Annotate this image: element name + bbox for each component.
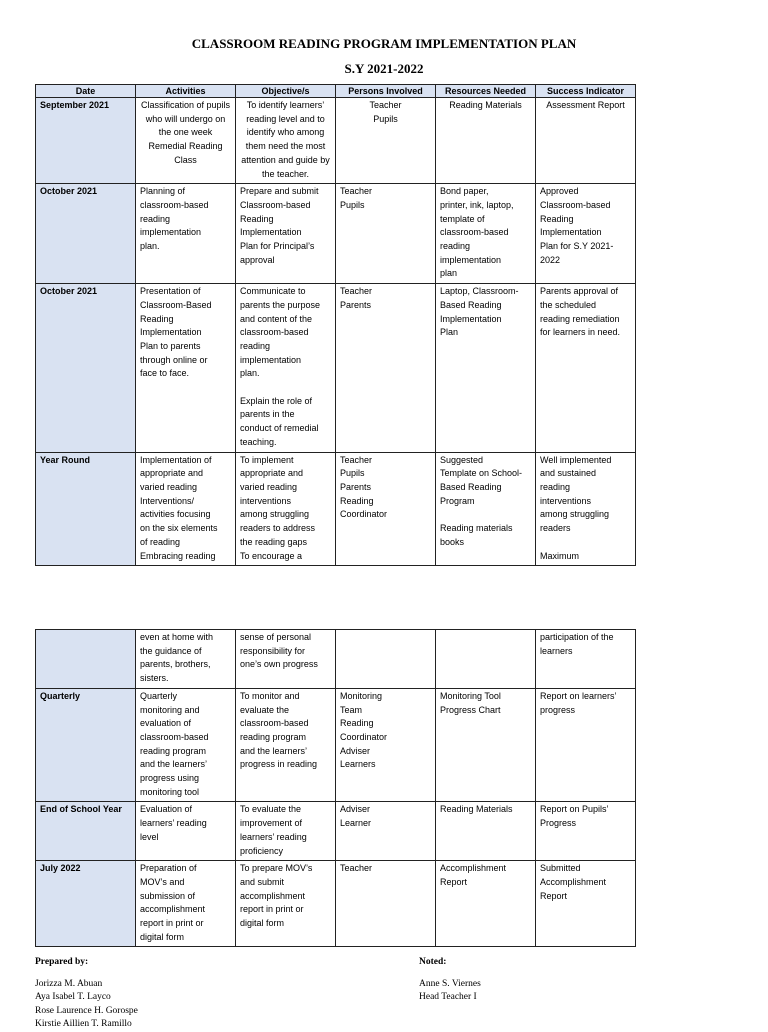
school-year-title: S.Y 2021-2022 bbox=[344, 61, 424, 76]
activities-cell: Evaluation of learners’ reading level bbox=[136, 802, 236, 861]
table-row bbox=[36, 98, 636, 184]
preparer-name: Jorizza M. Abuan bbox=[35, 978, 103, 989]
date-cell: October 2021 bbox=[36, 284, 136, 452]
activities-cell: Planning of classroom-based reading implementation plan. bbox=[136, 184, 236, 284]
preparer-name: Rose Laurence H. Gorospe bbox=[35, 1005, 138, 1016]
date-cell: Quarterly bbox=[36, 688, 136, 802]
persons-cell: Teacher Pupils bbox=[336, 184, 436, 284]
date-cell: Year Round bbox=[36, 452, 136, 566]
document-title: CLASSROOM READING PROGRAM IMPLEMENTATION PLAN bbox=[191, 36, 577, 51]
resources-cell: Reading Materials bbox=[436, 802, 536, 861]
date-cell: End of School Year bbox=[36, 802, 136, 861]
persons-cell: Teacher Parents bbox=[336, 284, 436, 452]
objectives-cell: Prepare and submit Classroom-based Reading Implementation Plan for Principal’s approval bbox=[236, 184, 336, 284]
header-success-indicator: Success Indicator bbox=[536, 85, 636, 98]
resources-cell: Accomplishment Report bbox=[436, 861, 536, 947]
preparer-name: Kirstie Aillien T. Ramillo bbox=[35, 1019, 132, 1029]
header-date: Date bbox=[36, 85, 136, 98]
noter-position: Head Teacher I bbox=[419, 992, 477, 1002]
date-cell: July 2022 bbox=[36, 861, 136, 947]
implementation-plan-table-page1 bbox=[35, 84, 636, 566]
objectives-cell: To evaluate the improvement of learners’ reading proficiency bbox=[236, 802, 336, 861]
prepared-by-label: Prepared by: bbox=[35, 957, 89, 967]
table-row bbox=[36, 452, 636, 566]
noted-block bbox=[419, 956, 481, 1005]
activities-cell: Presentation of Classroom-Based Reading Implementation Plan to parents through online or face to face. bbox=[136, 284, 236, 452]
persons-cell bbox=[336, 630, 436, 689]
indicator-cell: Well implemented and sustained reading interventions among struggling readers Maximum bbox=[536, 452, 636, 566]
header-persons-involved: Persons Involved bbox=[336, 85, 436, 98]
noted-label: Noted: bbox=[419, 957, 447, 967]
resources-cell: Monitoring Tool Progress Chart bbox=[436, 688, 536, 802]
implementation-plan-table-page2 bbox=[35, 629, 636, 947]
indicator-cell: Assessment Report bbox=[536, 98, 636, 184]
objectives-cell: To prepare MOV’s and submit accomplishment report in print or digital form bbox=[236, 861, 336, 947]
persons-cell: Teacher bbox=[336, 861, 436, 947]
objectives-cell: To implement appropriate and varied reading interventions among struggling readers to address the reading gaps To encourage a bbox=[236, 452, 336, 566]
resources-cell bbox=[436, 630, 536, 689]
resources-cell: Reading Materials bbox=[436, 98, 536, 184]
preparer-name: Aya Isabel T. Layco bbox=[35, 992, 111, 1002]
indicator-cell: Report on learners’ progress bbox=[536, 688, 636, 802]
objectives-cell: To monitor and evaluate the classroom-based reading program and the learners’ progress in reading bbox=[236, 688, 336, 802]
activities-cell: Classification of pupils who will undergo on the one week Remedial Reading Class bbox=[136, 98, 236, 184]
persons-cell: Teacher Pupils Parents Reading Coordinator bbox=[336, 452, 436, 566]
resources-cell: Bond paper, printer, ink, laptop, template of classroom-based reading implementation plan bbox=[436, 184, 536, 284]
objectives-cell: sense of personal responsibility for one’s own progress bbox=[236, 630, 336, 689]
activities-cell: Implementation of appropriate and varied reading Interventions/ activities focusing on the six elements of reading Embracing reading bbox=[136, 452, 236, 566]
date-cell bbox=[36, 630, 136, 689]
table-row bbox=[36, 861, 636, 947]
header-activities: Activities bbox=[136, 85, 236, 98]
header-objectives: Objective/s bbox=[236, 85, 336, 98]
activities-cell: even at home with the guidance of parents, brothers, sisters. bbox=[136, 630, 236, 689]
table-row bbox=[36, 284, 636, 452]
table-row bbox=[36, 688, 636, 802]
objectives-cell: Communicate to parents the purpose and content of the classroom-based reading implementation plan. Explain the role of parents in the conduct of remedial teaching. bbox=[236, 284, 336, 452]
persons-cell: Monitoring Team Reading Coordinator Adviser Learners bbox=[336, 688, 436, 802]
noter-name: Anne S. Viernes bbox=[419, 978, 481, 989]
table-header-row bbox=[36, 85, 636, 98]
table-row bbox=[36, 802, 636, 861]
objectives-cell: To identify learners’ reading level and to identify who among them need the most attention and guide by the teacher. bbox=[236, 98, 336, 184]
prepared-by-block bbox=[35, 956, 138, 1032]
indicator-cell: Report on Pupils’ Progress bbox=[536, 802, 636, 861]
date-cell: September 2021 bbox=[36, 98, 136, 184]
resources-cell: Laptop, Classroom- Based Reading Implementation Plan bbox=[436, 284, 536, 452]
date-cell: October 2021 bbox=[36, 184, 136, 284]
indicator-cell: Parents approval of the scheduled reading remediation for learners in need. bbox=[536, 284, 636, 452]
table-row bbox=[36, 630, 636, 689]
indicator-cell: participation of the learners bbox=[536, 630, 636, 689]
table-row bbox=[36, 184, 636, 284]
activities-cell: Preparation of MOV’s and submission of accomplishment report in print or digital form bbox=[136, 861, 236, 947]
persons-cell: Adviser Learner bbox=[336, 802, 436, 861]
activities-cell: Quarterly monitoring and evaluation of classroom-based reading program and the learners’ progress using monitoring tool bbox=[136, 688, 236, 802]
persons-cell: Teacher Pupils bbox=[336, 98, 436, 184]
indicator-cell: Submitted Accomplishment Report bbox=[536, 861, 636, 947]
header-resources-needed: Resources Needed bbox=[436, 85, 536, 98]
resources-cell: Suggested Template on School- Based Reading Program Reading materials books bbox=[436, 452, 536, 566]
indicator-cell: Approved Classroom-based Reading Implementation Plan for S.Y 2021- 2022 bbox=[536, 184, 636, 284]
